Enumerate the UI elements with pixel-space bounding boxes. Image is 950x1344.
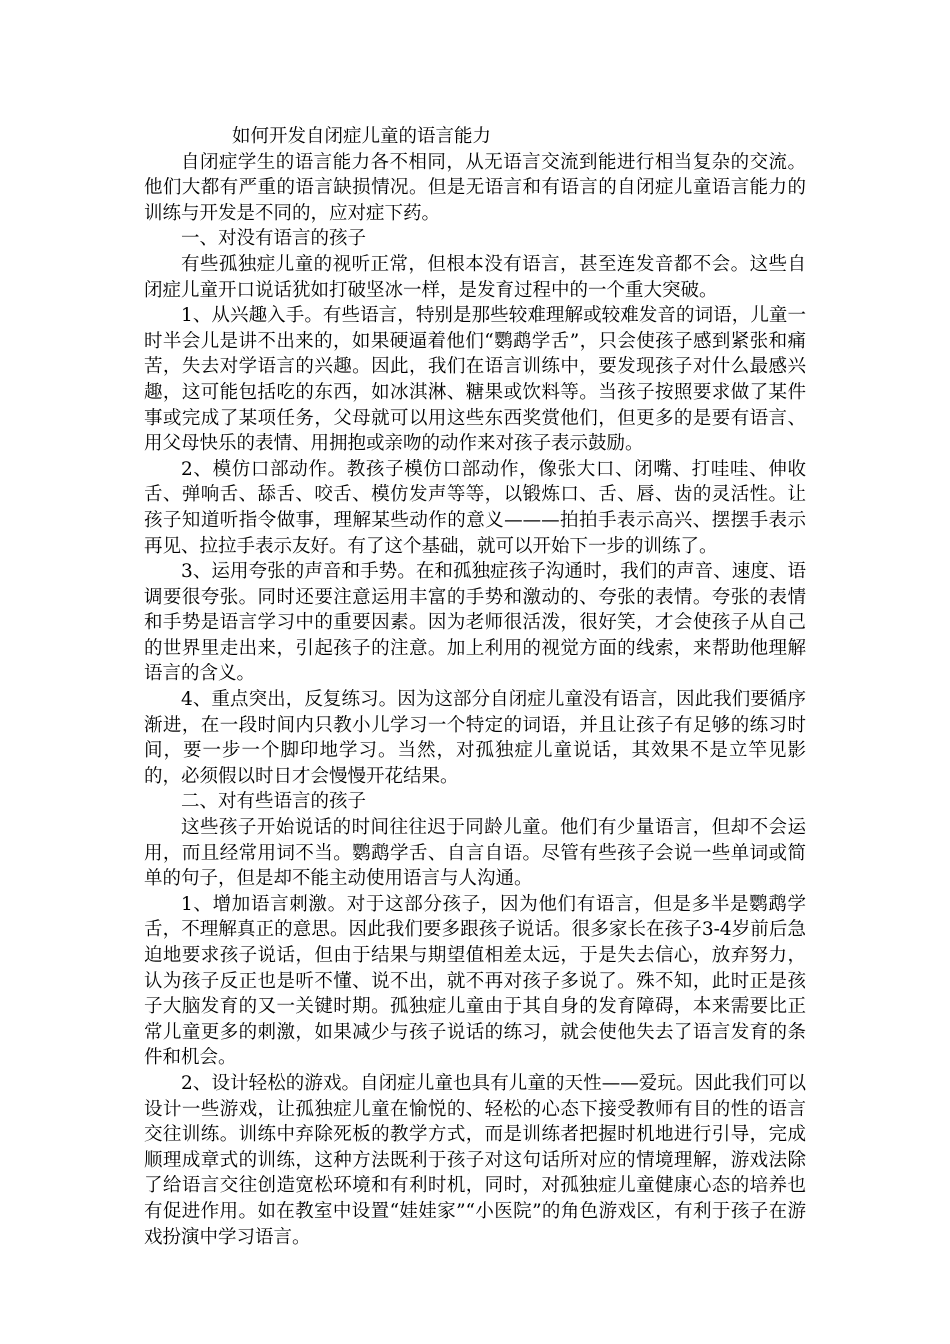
section-2-intro: 这些孩子开始说话的时间往往迟于同龄儿童。他们有少量语言，但却不会运用，而且经常用词不当。鹦鹉学舌、自言自语。尽管有些孩子会说一些单词或简单的句子，但是却不能主动使用语言与人沟通。 (144, 817, 806, 890)
section-1-item-1: 1、从兴趣入手。有些语言，特别是那些较难理解或较难发音的词语，儿童一时半会儿是讲不出来的，如果硬逼着他们“鹦鹉学舌”，只会使孩子感到紧张和痛苦，失去对学语言的兴趣。因此，我们在语言训练中，要发现孩子对什么最感兴趣，这可能包括吃的东西，如冰淇淋、糖果或饮料等。当孩子按照要求做了某件事或完成了某项任务，父母就可以用这些东西奖赏他们，但更多的是要有语言、用父母快乐的表情、用拥抱或亲吻的动作来对孩子表示鼓励。 (144, 305, 806, 455)
section-1-intro: 有些孤独症儿童的视听正常，但根本没有语言，甚至连发音都不会。这些自闭症儿童开口说话犹如打破坚冰一样，是发育过程中的一个重大突破。 (144, 253, 806, 301)
section-1-heading: 一、对没有语言的孩子 (181, 228, 367, 250)
section-1-item-3: 3、运用夸张的声音和手势。在和孤独症孩子沟通时，我们的声音、速度、语调要很夸张。同时还要注意运用丰富的手势和激动的、夸张的表情。夸张的表情和手势是语言学习中的重要因素。因为老师很活泼，很好笑，才会使孩子从自己的世界里走出来，引起孩子的注意。加上利用的视觉方面的线索，来帮助他理解语言的含义。 (144, 561, 806, 685)
section-2-item-1: 1、增加语言刺激。对于这部分孩子，因为他们有语言，但是多半是鹦鹉学舌，不理解真正的意思。因此我们要多跟孩子说话。很多家长在孩子3-4岁前后急迫地要求孩子说话，但由于结果与期望值相差太远，于是失去信心，放弃努力，认为孩子反正也是听不懂、说不出，就不再对孩子多说了。殊不知，此时正是孩子大脑发育的又一关键时期。孤独症儿童由于其自身的发育障碍，本来需要比正常儿童更多的刺激，如果减少与孩子说话的练习，就会使他失去了语言发育的条件和机会。 (144, 893, 806, 1069)
section-2-item-2: 2、设计轻松的游戏。自闭症儿童也具有儿童的天性——爱玩。因此我们可以设计一些游戏，让孤独症儿童在愉悦的、轻松的心态下接受教师有目的性的语言交往训练。训练中弃除死板的教学方式，而是训练者把握时机地进行引导，完成顺理成章式的训练，这种方法既利于孩子对这句话所对应的情境理解，游戏法除了给语言交往创造宽松环境和有利时机，同时，对孤独症儿童健康心态的培养也有促进作用。如在教室中设置“娃娃家”“小医院”的角色游戏区，有利于孩子在游戏扮演中学习语言。 (144, 1072, 806, 1248)
section-1-item-2: 2、模仿口部动作。教孩子模仿口部动作，像张大口、闭嘴、打哇哇、伸收舌、弹响舌、舔舌、咬舌、模仿发声等等，以锻炼口、舌、唇、齿的灵活性。让孩子知道听指令做事，理解某些动作的意义———拍拍手表示高兴、摆摆手表示再见、拉拉手表示友好。有了这个基础，就可以开始下一步的训练了。 (144, 458, 806, 557)
document-page (144, 124, 806, 1250)
section-1-item-4: 4、重点突出，反复练习。因为这部分自闭症儿童没有语言，因此我们要循序渐进，在一段时间内只教小儿学习一个特定的词语，并且让孩子有足够的练习时间，要一步一个脚印地学习。当然，对孤独症儿童说话，其效果不是立竿见影的，必须假以时日才会慢慢开花结果。 (144, 689, 806, 787)
document-title: 如何开发自闭症儿童的语言能力 (232, 126, 492, 147)
intro-paragraph: 自闭症学生的语言能力各不相同，从无语言交流到能进行相当复杂的交流。他们大都有严重的语言缺损情况。但是无语言和有语言的自闭症儿童语言能力的训练与开发是不同的，应对症下药。 (144, 151, 806, 224)
section-2-heading: 二、对有些语言的孩子 (181, 791, 367, 813)
